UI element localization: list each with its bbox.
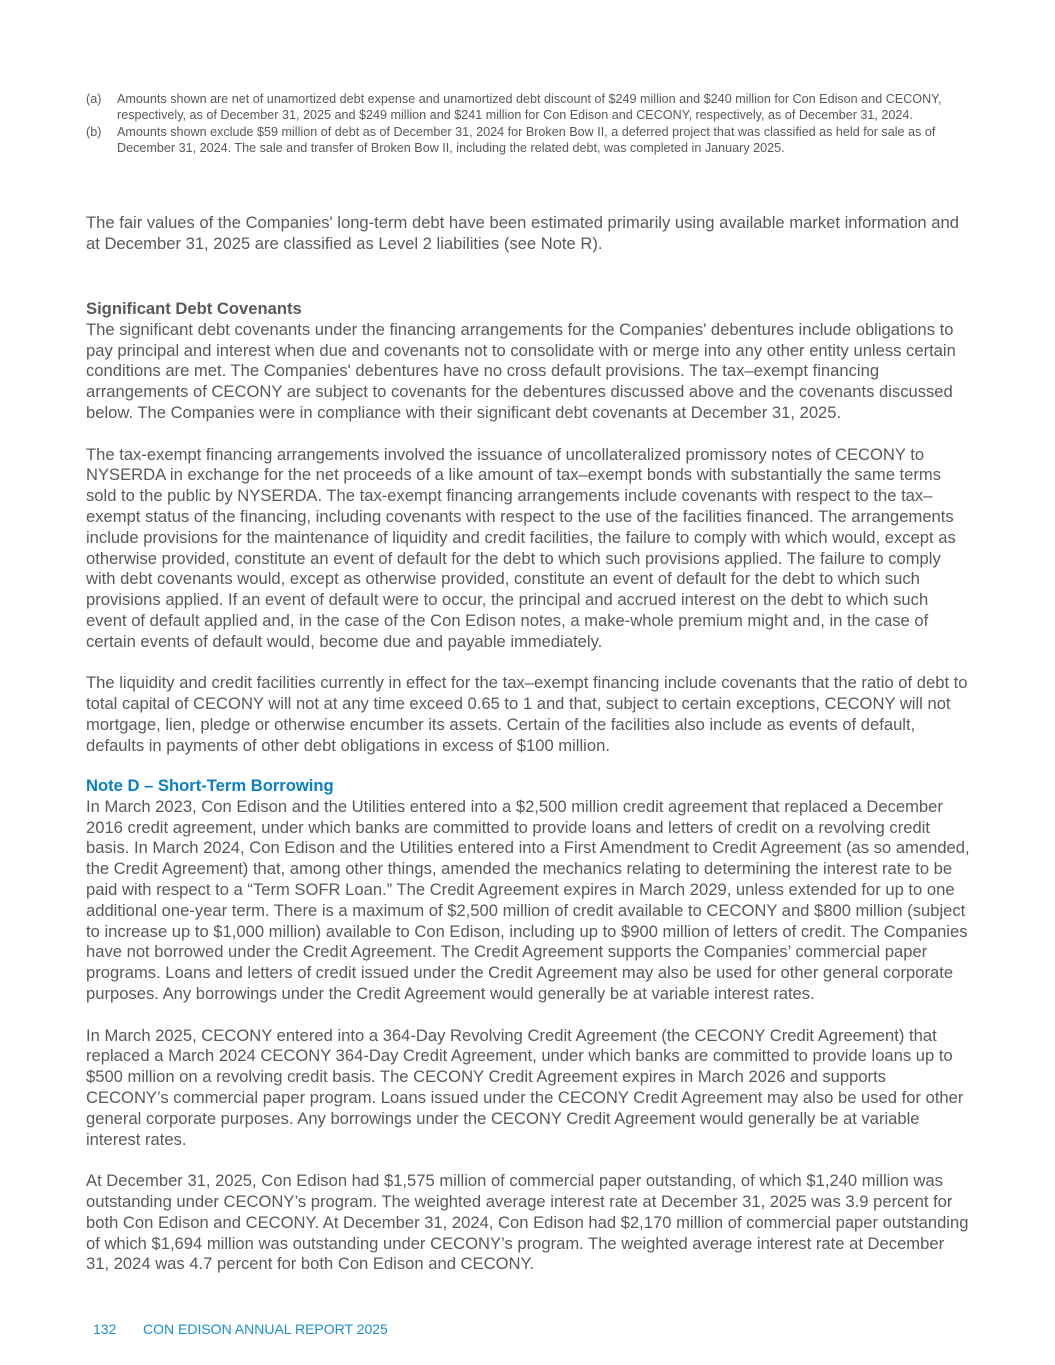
debt-covenants-section <box>86 299 971 757</box>
note-heading: Note D – Short-Term Borrowing <box>86 776 334 795</box>
page-number: 132 <box>93 1321 117 1337</box>
page-footer <box>93 1320 388 1338</box>
footnotes <box>86 91 971 157</box>
footnote-marker: (a) <box>86 92 102 106</box>
paragraph: In March 2023, Con Edison and the Utilities entered into a $2,500 million credit agreement that replaced a December 2016 credit agreement, under which banks are committed to provide loans and letters of credit on a revolving credit basis. In March 2024, Con Edison and the Utilities entered into a First Amendment to Credit Agreement (as so amended, the Credit Agreement) that, among other things, amended the mechanics relating to determining the interest rate to be paid with respect to a “Term SOFR Loan.” The Credit Agreement expires in March 2029, unless extended for up to one additional one-year term. There is a maximum of $2,500 million of credit available to CECONY and $800 million (subject to increase up to $1,000 million) available to Con Edison, including up to $900 million of letters of credit. The Companies have not borrowed under the Credit Agreement. The Credit Agreement supports the Companies’ commercial paper programs. Loans and letters of credit issued under the Credit Agreement may also be used for other general corporate purposes. Any borrowings under the Credit Agreement would generally be at variable interest rates. <box>86 796 970 1003</box>
paragraph: At December 31, 2025, Con Edison had $1,575 million of commercial paper outstanding, of which $1,240 million was outstanding under CECONY’s program. The weighted average interest rate at December 31, 2025 was 3.9 percent for both Con Edison and CECONY. At December 31, 2024, Con Edison had $2,170 million of commercial paper outstanding of which $1,694 million was outstanding under CECONY’s program. The weighted average interest rate at December 31, 2024 was 4.7 percent for both Con Edison and CECONY. <box>86 1171 969 1274</box>
fair-value-section <box>86 213 971 255</box>
report-title: CON EDISON ANNUAL REPORT 2025 <box>143 1321 388 1337</box>
note-d-section <box>86 776 971 1275</box>
footnote-marker: (b) <box>86 124 102 139</box>
footnote-text: Amounts shown are net of unamortized debt expense and unamortized debt discount of $249 million and $240 million for Con Edison and CECONY, respectively, as of December 31, 2025 and $249 million and $241 million for Con Edison and CECONY, respectively, as of December 31, 2024. <box>117 92 942 123</box>
paragraph: In March 2025, CECONY entered into a 364-Day Revolving Credit Agreement (the CECONY Credit Agreement) that replaced a March 2024 CECONY 364-Day Credit Agreement, under which banks are committed to provide loans up to $500 million on a revolving credit basis. The CECONY Credit Agreement expires in March 2026 and supports CECONY’s commercial paper program. Loans issued under the CECONY Credit Agreement may also be used for other general corporate purposes. Any borrowings under the CECONY Credit Agreement would generally be at variable interest rates. <box>86 1025 964 1149</box>
footnote-text: Amounts shown exclude $59 million of debt as of December 31, 2024 for Broken Bow II, a deferred project that was classified as held for sale as of December 31, 2024. The sale and transfer of Broken Bow II, including the related debt, was completed in January 2025. <box>117 124 936 156</box>
footnote-a <box>86 91 971 124</box>
paragraph: The liquidity and credit facilities currently in effect for the tax–exempt financing include covenants that the ratio of debt to total capital of CECONY will not at any time exceed 0.65 to 1 and that, subject to certain exceptions, CECONY will not mortgage, lien, pledge or otherwise encumber its assets. Certain of the facilities also include as events of default, defaults in payments of other debt obligations in excess of $100 million. <box>86 673 968 755</box>
section-heading: Significant Debt Covenants <box>86 299 302 318</box>
fair-value-paragraph: The fair values of the Companies' long-term debt have been estimated primarily using available market information and at December 31, 2025 are classified as Level 2 liabilities (see Note R). <box>86 213 959 253</box>
footnote-b <box>86 124 971 157</box>
paragraph: The significant debt covenants under the financing arrangements for the Companies' debentures include obligations to pay principal and interest when due and covenants not to consolidate with or merge into any other entity unless certain conditions are met. The Companies' debentures have no cross default provisions. The tax–exempt financing arrangements of CECONY are subject to covenants for the debentures discussed above and the covenants discussed below. The Companies were in compliance with their significant debt covenants at December 31, 2025. <box>86 319 956 422</box>
paragraph: The tax-exempt financing arrangements involved the issuance of uncollateralized promissory notes of CECONY to NYSERDA in exchange for the net proceeds of a like amount of tax–exempt bonds with substantially the same terms sold to the public by NYSERDA. The tax-exempt financing arrangements include covenants with respect to the tax–exempt status of the financing, including covenants with respect to the use of the facilities financed. The arrangements include provisions for the maintenance of liquidity and credit facilities, the failure to comply with which would, except as otherwise provided, constitute an event of default for the debt to which such provisions applied. The failure to comply with debt covenants would, except as otherwise provided, constitute an event of default for the debt to which such provisions applied. If an event of default were to occur, the principal and accrued interest on the debt to which such event of default applied and, in the case of the Con Edison notes, a make-whole premium might and, in the case of certain events of default would, become due and payable immediately. <box>86 444 956 651</box>
